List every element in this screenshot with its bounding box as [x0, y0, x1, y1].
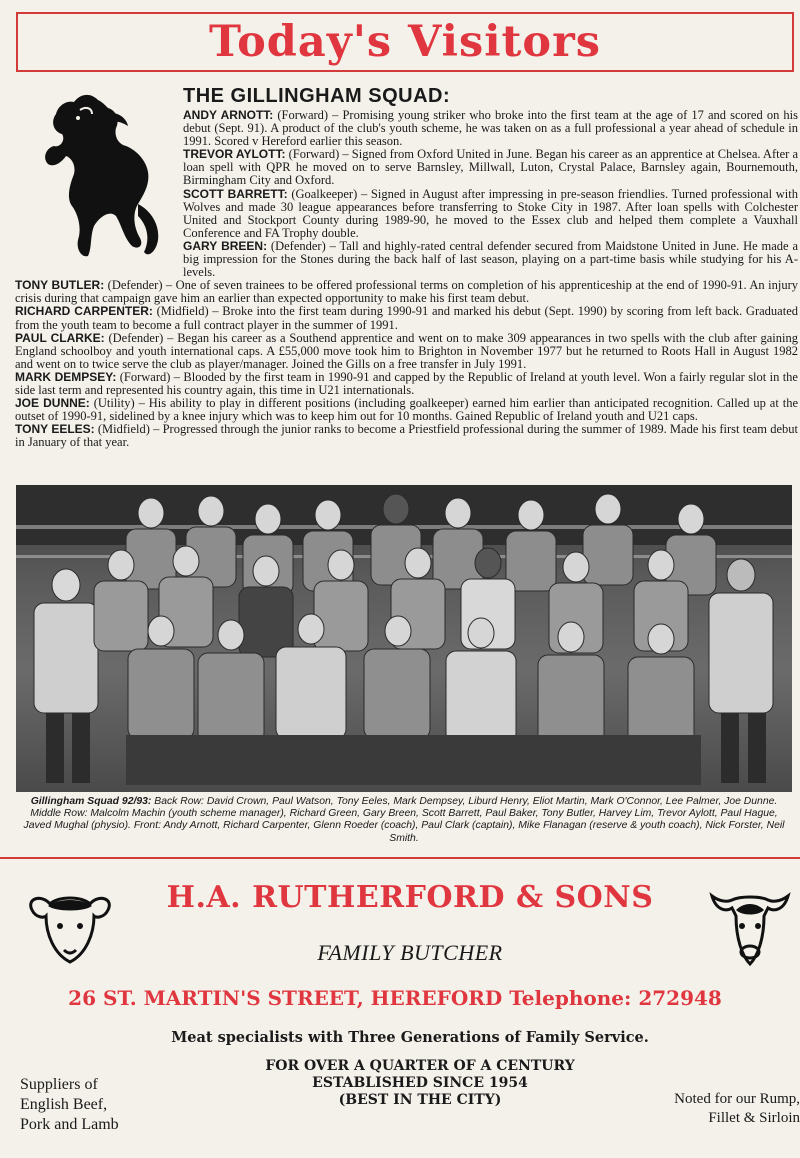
player-name: PAUL CLARKE:: [15, 330, 105, 345]
player-name: TONY EELES:: [15, 422, 95, 437]
photo-caption: [16, 796, 792, 845]
suppliers-line: English Beef,: [20, 1096, 108, 1113]
squad-photo: [16, 485, 792, 792]
player-bio: [15, 332, 798, 371]
section-divider: [0, 857, 800, 859]
butcher-tagline: Meat specialists with Three Generations of Family Service.: [171, 1029, 649, 1046]
suppliers-line: Suppliers of: [20, 1076, 98, 1093]
butcher-suppliers: [20, 1075, 170, 1135]
player-text: (Forward) – Blooded by the first team in 1990-91 and capped by the Republic of Ireland at youth level. Won a fairly regular slot in the side last term and represented his country again, this time in U21 internationals.: [15, 369, 798, 397]
emblem-spacer: [15, 109, 183, 269]
player-name: GARY BREEN:: [183, 238, 268, 253]
title-box: [16, 12, 794, 72]
player-name: RICHARD CARPENTER:: [15, 304, 153, 319]
player-bio: [15, 305, 798, 331]
caption-text: Back Row: David Crown, Paul Watson, Tony Eeles, Mark Dempsey, Liburd Henry, Eliot Martin, Mark O'Connor, Lee Palmer, Joe Dunne. Middle Row: Malcolm Machin (youth scheme manager), Richard Green, Gary Breen, Scott Barrett, Paul Baker, Tony Butler, Harvey Lim, Trevor Aylott, Paul Hague, Javed Mughal (physio). Front: Andy Arnott, Richard Carpenter, Glenn Roeder (coach), Paul Clark (captain), Mike Flanagan (reserve & youth coach), Nick Forster, Neil Smith.: [23, 796, 785, 844]
squad-heading: THE GILLINGHAM SQUAD:: [183, 85, 451, 107]
player-bio: [15, 397, 798, 423]
established-line: (BEST IN THE CITY): [338, 1092, 502, 1108]
player-name: TREVOR AYLOTT:: [183, 147, 286, 162]
established-line: FOR OVER A QUARTER OF A CENTURY: [265, 1058, 575, 1074]
player-bio: [15, 371, 798, 397]
player-text: (Midfield) – Broke into the first team during 1990-91 and marked his debut (Sept. 1990) by scoring from left back. Graduated from the youth team to become a full contract player in the summer of 1991.: [15, 304, 798, 332]
established-line: ESTABLISHED SINCE 1954: [312, 1075, 528, 1091]
caption-lead: Gillingham Squad 92/93:: [30, 796, 152, 807]
player-name: MARK DEMPSEY:: [15, 369, 117, 384]
player-bios: [15, 109, 798, 471]
player-text: (Defender) – Tall and highly-rated central defender secured from Maidstone United in June. He made a big impression for the Stones during the back half of last season, playing on a part-time basis while studying for his A-levels.: [183, 238, 798, 280]
player-text: (Midfield) – Progressed through the junior ranks to become a Priestfield professional during the summer of 1989. Made his first team debut in January of that year.: [15, 422, 798, 450]
player-text: (Forward) – Signed from Oxford United in June. Began his career as an apprentice at Chelsea. After a loan spell with QPR he moved on to serve Barnsley, Millwall, Luton, Crystal Palace, Barnsley again, Bournemouth, Birmingham City and Oxford.: [183, 147, 798, 188]
player-text: (Forward) – Promising young striker who broke into the first team at the age of 17 and scored on his debut (Sept. 91). A product of the club's youth scheme, he was taken on as a full professional a year ahead of schedule in 1991. Scored v Hereford earlier this season.: [183, 109, 798, 149]
squad-photo-figures: [16, 485, 792, 792]
player-text: (Utility) – His ability to play in different positions (including goalkeeper) earned him earlier than anticipated recognition. Called up at the outset of 1990-91, sidelined by a knee injury which was to keep him out for 10 months. Gained Republic of Ireland youth and U21 caps.: [15, 396, 798, 424]
suppliers-line: Pork and Lamb: [20, 1116, 119, 1133]
noted-line: Fillet & Sirloin: [708, 1110, 800, 1126]
player-text: (Defender) – Began his career as a Southend apprentice and went on to make 309 appearances in two spells with the club after gaining England schoolboy and youth international caps. A £55,000 move took him to Brighton in November 1977 but he returned to Roots Hall in August 1982 and went on to twice serve the club as player/manager. Joined the Gills on a free transfer in July 1991.: [15, 330, 798, 371]
butcher-subtitle: FAMILY BUTCHER: [317, 940, 503, 965]
butcher-address: 26 ST. MARTIN'S STREET, HEREFORD Telephone: 272948: [68, 986, 722, 1010]
player-name: TONY BUTLER:: [15, 278, 105, 293]
noted-line: Noted for our Rump,: [674, 1091, 800, 1107]
player-bio: [15, 423, 798, 449]
player-name: SCOTT BARRETT:: [183, 186, 288, 201]
player-name: ANDY ARNOTT:: [183, 109, 274, 122]
page-title: Today's Visitors: [209, 17, 601, 67]
player-bio: [15, 279, 798, 305]
butcher-noted: [620, 1090, 800, 1128]
player-name: JOE DUNNE:: [15, 396, 90, 411]
player-text: (Goalkeeper) – Signed in August after impressing in pre-season friendlies. Turned professional with Wolves and made 30 league appearances before transferring to Stoke City in 1987. After loan spells with Colchester United and Stockport County during 1989-90, he moved to the Essex club and helped them complete a Vauxhall Conference and FA Trophy double.: [183, 186, 798, 240]
butcher-name: H.A. RUTHERFORD & SONS: [166, 880, 654, 915]
player-text: (Defender) – One of seven trainees to be offered professional terms on completion of his apprenticeship at the end of 1990-91. An injury crisis during that campaign gave him an earlier than expected opportunity to make his first team debut.: [15, 278, 798, 306]
butcher-established: [220, 1058, 620, 1109]
